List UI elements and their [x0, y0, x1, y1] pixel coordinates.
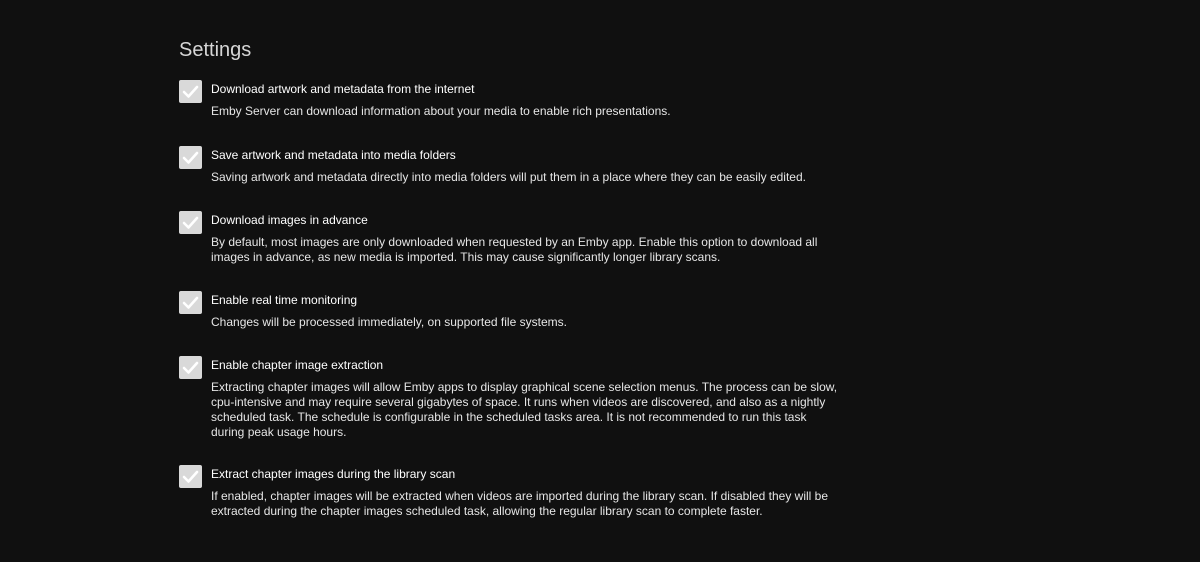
extract-during-scan-checkbox[interactable]: [179, 465, 202, 488]
download-metadata-checkbox[interactable]: [179, 80, 202, 103]
checkmark-icon: [182, 214, 199, 231]
setting-description: Extracting chapter images will allow Emby apps to display graphical scene selection menus. The process can be slow, cpu-intensive and may require several gigabytes of space. It runs when videos are discovered, and also as a nightly scheduled task. The schedule is configurable in the scheduled tasks area. It is not recommended to run this task during peak usage hours.: [211, 380, 838, 439]
download-images-advance-checkbox[interactable]: [179, 211, 202, 234]
setting-label[interactable]: Enable chapter image extraction: [211, 358, 384, 372]
setting-label[interactable]: Download artwork and metadata from the internet: [211, 82, 475, 96]
checkmark-icon: [182, 149, 199, 166]
setting-label[interactable]: Download images in advance: [211, 213, 368, 227]
setting-label[interactable]: Extract chapter images during the library scan: [211, 467, 456, 481]
setting-label[interactable]: Enable real time monitoring: [211, 293, 358, 307]
chapter-image-extraction-checkbox[interactable]: [179, 356, 202, 379]
checkmark-icon: [182, 294, 199, 311]
setting-description: Saving artwork and metadata directly into media folders will put them in a place where they can be easily edited.: [211, 170, 806, 184]
setting-description: By default, most images are only downloaded when requested by an Emby app. Enable this option to download all images in advance, as new media is imported. This may cause significantly longer library scans.: [211, 235, 818, 264]
checkmark-icon: [182, 83, 199, 100]
save-metadata-checkbox[interactable]: [179, 146, 202, 169]
setting-description: If enabled, chapter images will be extracted when videos are imported during the library scan. If disabled they will be extracted during the chapter images scheduled task, allowing the regular library scan to complete faster.: [211, 489, 828, 518]
checkmark-icon: [182, 468, 199, 485]
section-title: Settings: [179, 39, 252, 61]
setting-label[interactable]: Save artwork and metadata into media folders: [211, 148, 456, 162]
setting-description: Changes will be processed immediately, on supported file systems.: [211, 315, 567, 329]
real-time-monitoring-checkbox[interactable]: [179, 291, 202, 314]
checkmark-icon: [182, 359, 199, 376]
setting-description: Emby Server can download information about your media to enable rich presentations.: [211, 104, 671, 118]
